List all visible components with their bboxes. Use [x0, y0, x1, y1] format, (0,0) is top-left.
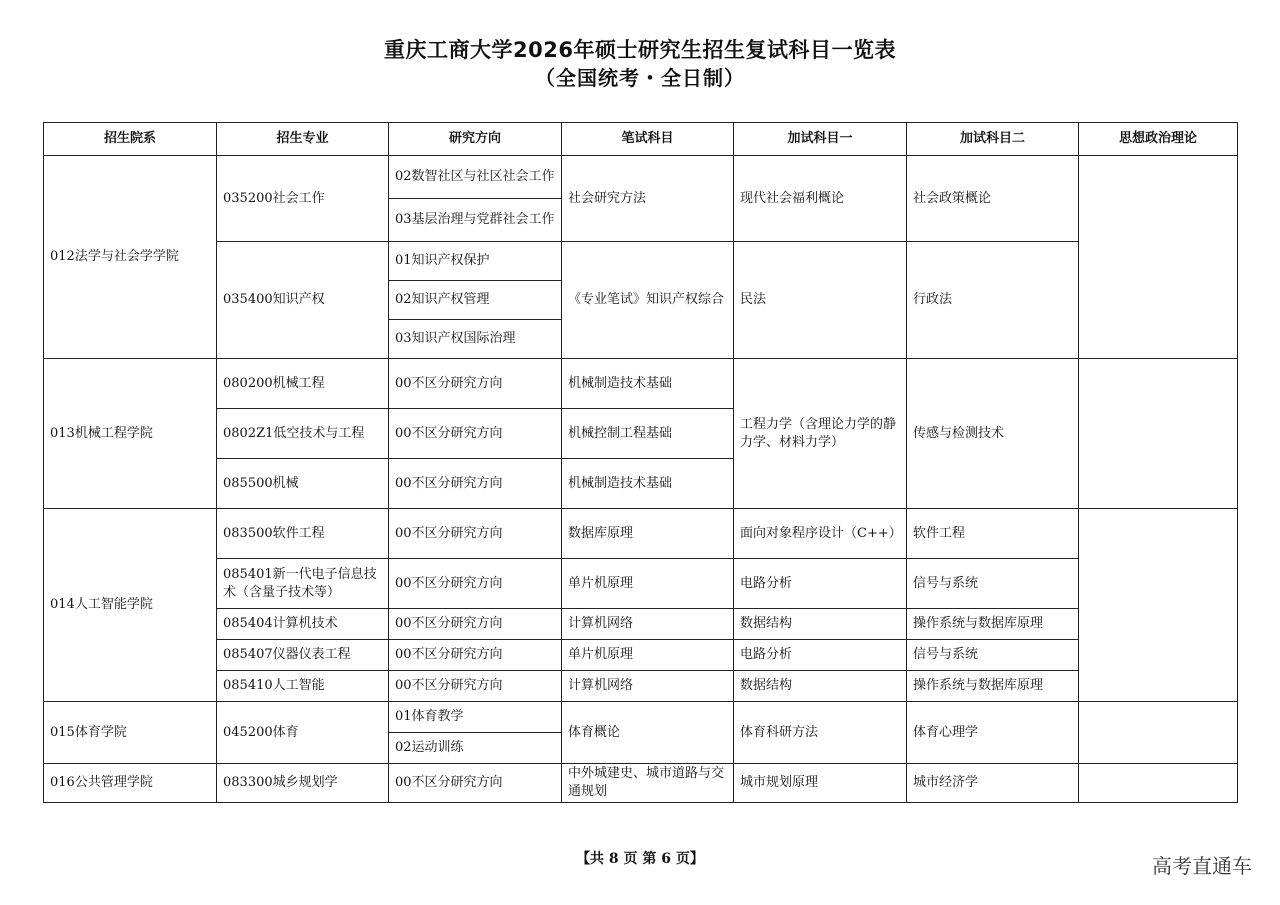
table-row: [44, 702, 1238, 733]
cell-exam: 机械制造技术基础: [562, 359, 734, 409]
cell-major: 035400知识产权: [217, 242, 389, 359]
watermark: 高考直通车: [1152, 854, 1252, 878]
header-politics: 思想政治理论: [1079, 123, 1238, 156]
cell-additional-1: 电路分析: [734, 640, 907, 671]
cell-additional-2: 软件工程: [907, 509, 1079, 559]
cell-major: 085410人工智能: [217, 671, 389, 702]
cell-politics: [1079, 509, 1238, 702]
header-additional-2: 加试科目二: [907, 123, 1079, 156]
cell-additional-2: 传感与检测技术: [907, 359, 1079, 509]
cell-direction: 03基层治理与党群社会工作: [389, 199, 562, 242]
cell-additional-2: 信号与系统: [907, 640, 1079, 671]
cell-exam: 计算机网络: [562, 609, 734, 640]
header-exam: 笔试科目: [562, 123, 734, 156]
cell-exam: 体育概论: [562, 702, 734, 764]
cell-additional-1: 电路分析: [734, 559, 907, 609]
cell-exam: 计算机网络: [562, 671, 734, 702]
header-dept: 招生院系: [44, 123, 217, 156]
cell-politics: [1079, 764, 1238, 803]
page-subtitle: （全国统考・全日制）: [535, 66, 745, 90]
cell-additional-1: 数据结构: [734, 671, 907, 702]
cell-major: 083300城乡规划学: [217, 764, 389, 803]
cell-exam: 单片机原理: [562, 640, 734, 671]
page-title: 重庆工商大学2026年硕士研究生招生复试科目一览表: [384, 38, 896, 62]
cell-exam: 机械控制工程基础: [562, 409, 734, 459]
cell-additional-1: 工程力学（含理论力学的静力学、材料力学）: [734, 359, 907, 509]
cell-politics: [1079, 359, 1238, 509]
cell-exam: 数据库原理: [562, 509, 734, 559]
cell-direction: 02知识产权管理: [389, 281, 562, 320]
header-direction: 研究方向: [389, 123, 562, 156]
cell-dept: 013机械工程学院: [44, 359, 217, 509]
cell-direction: 00不区分研究方向: [389, 671, 562, 702]
cell-major: 083500软件工程: [217, 509, 389, 559]
cell-additional-2: 行政法: [907, 242, 1079, 359]
table-row: [44, 156, 1238, 199]
header-additional-1: 加试科目一: [734, 123, 907, 156]
cell-direction: 03知识产权国际治理: [389, 320, 562, 359]
cell-politics: [1079, 156, 1238, 359]
cell-direction: 01知识产权保护: [389, 242, 562, 281]
table-row: [44, 671, 1238, 702]
cell-direction: 00不区分研究方向: [389, 509, 562, 559]
cell-additional-1: 面向对象程序设计（C++）: [734, 509, 907, 559]
cell-direction: 00不区分研究方向: [389, 640, 562, 671]
cell-additional-2: 信号与系统: [907, 559, 1079, 609]
table-row: [44, 609, 1238, 640]
cell-additional-1: 民法: [734, 242, 907, 359]
cell-additional-2: 体育心理学: [907, 702, 1079, 764]
cell-exam: 单片机原理: [562, 559, 734, 609]
cell-exam: 社会研究方法: [562, 156, 734, 242]
cell-dept: 014人工智能学院: [44, 509, 217, 702]
cell-major: 035200社会工作: [217, 156, 389, 242]
cell-exam: 《专业笔试》知识产权综合: [562, 242, 734, 359]
cell-politics: [1079, 702, 1238, 764]
cell-dept: 015体育学院: [44, 702, 217, 764]
cell-exam: 机械制造技术基础: [562, 459, 734, 509]
cell-additional-1: 体育科研方法: [734, 702, 907, 764]
cell-direction: 02运动训练: [389, 733, 562, 764]
page-footer: 【共 8 页 第 6 页】: [576, 851, 704, 867]
table-row: [44, 359, 1238, 409]
cell-direction: 00不区分研究方向: [389, 609, 562, 640]
subjects-table: [43, 122, 1238, 803]
table-header-row: [44, 123, 1238, 156]
cell-direction: 00不区分研究方向: [389, 409, 562, 459]
cell-direction: 01体育教学: [389, 702, 562, 733]
cell-additional-1: 现代社会福利概论: [734, 156, 907, 242]
cell-direction: 00不区分研究方向: [389, 764, 562, 803]
cell-major: 085404计算机技术: [217, 609, 389, 640]
cell-major: 085407仪器仪表工程: [217, 640, 389, 671]
cell-additional-2: 操作系统与数据库原理: [907, 609, 1079, 640]
cell-dept: 016公共管理学院: [44, 764, 217, 803]
cell-direction: 00不区分研究方向: [389, 559, 562, 609]
cell-additional-1: 城市规划原理: [734, 764, 907, 803]
cell-direction: 00不区分研究方向: [389, 359, 562, 409]
table-row: [44, 640, 1238, 671]
cell-direction: 00不区分研究方向: [389, 459, 562, 509]
table-row: [44, 764, 1238, 803]
cell-major: 085500机械: [217, 459, 389, 509]
cell-additional-2: 操作系统与数据库原理: [907, 671, 1079, 702]
cell-dept: 012法学与社会学学院: [44, 156, 217, 359]
cell-additional-2: 城市经济学: [907, 764, 1079, 803]
cell-exam: 中外城建史、城市道路与交通规划: [562, 764, 734, 803]
table-row: [44, 242, 1238, 281]
cell-major: 0802Z1低空技术与工程: [217, 409, 389, 459]
cell-direction: 02数智社区与社区社会工作: [389, 156, 562, 199]
table-row: [44, 509, 1238, 559]
cell-major: 045200体育: [217, 702, 389, 764]
header-major: 招生专业: [217, 123, 389, 156]
cell-major: 085401新一代电子信息技术（含量子技术等）: [217, 559, 389, 609]
cell-additional-2: 社会政策概论: [907, 156, 1079, 242]
cell-additional-1: 数据结构: [734, 609, 907, 640]
cell-major: 080200机械工程: [217, 359, 389, 409]
table-row: [44, 559, 1238, 609]
